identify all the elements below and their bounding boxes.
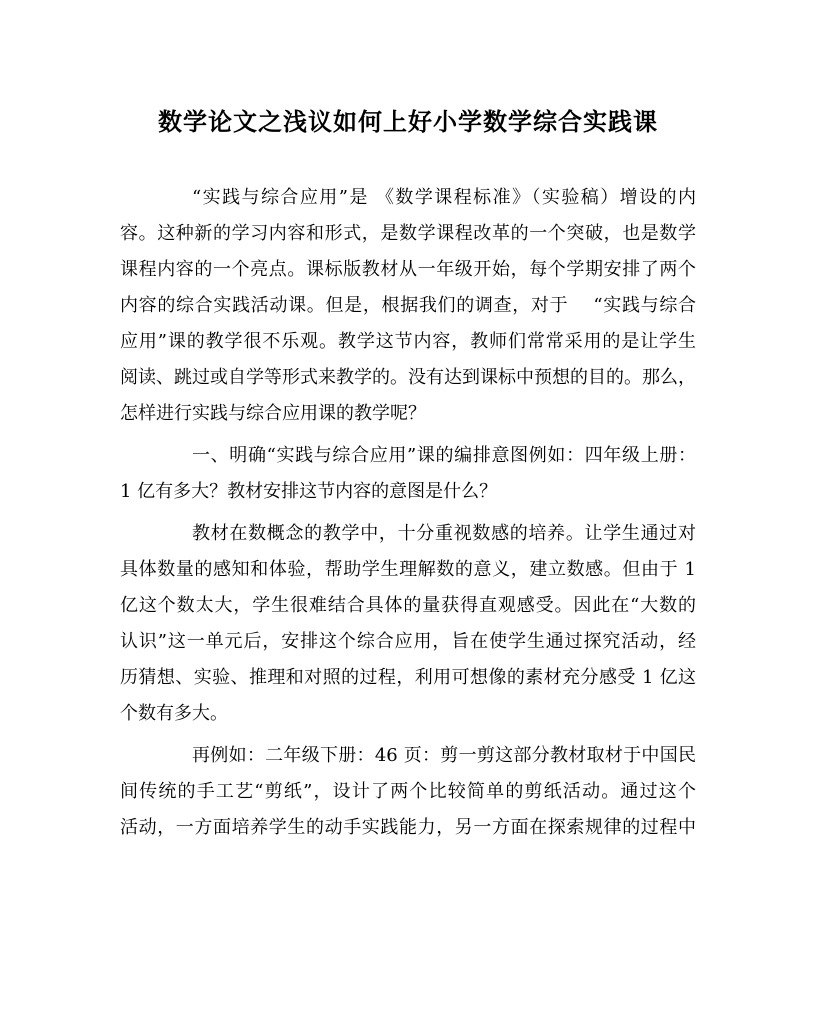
text-line: 课程内容的一个亮点。课标版教材从一年级开始，每个学期安排了两个: [120, 259, 696, 280]
text-line: 怎样进行实践与综合应用课的教学呢？: [120, 403, 426, 424]
paragraph: [120, 180, 696, 432]
text-line: 具体数量的感知和体验，帮助学生理解数的意义，建立数感。但由于 1: [120, 559, 696, 580]
text-line: 历猜想、实验、推理和对照的过程，利用可想像的素材充分感受 1 亿这: [120, 667, 696, 688]
text-line: 亿这个数太大，学生很难结合具体的量获得直观感受。因此在“大数的: [120, 595, 696, 616]
text-line: 一、明确“实践与综合应用”课的编排意图例如：四年级上册：: [192, 445, 696, 466]
paragraph: [120, 516, 696, 732]
text-line: 教材在数概念的教学中，十分重视数感的培养。让学生通过对: [192, 523, 696, 544]
text-line: 容。这种新的学习内容和形式，是数学课程改革的一个突破，也是数学: [120, 223, 696, 244]
document-title: 数学论文之浅议如何上好小学数学综合实践课: [158, 107, 658, 136]
text-line: 活动，一方面培养学生的动手实践能力，另一方面在探索规律的过程中: [120, 817, 696, 838]
text-line: 再例如：二年级下册：46 页：剪一剪这部分教材取材于中国民: [192, 745, 696, 766]
text-line: 个数有多大。: [120, 703, 228, 724]
text-line: 认识”这一单元后，安排这个综合应用，旨在使学生通过探究活动，经: [120, 631, 696, 652]
text-line: 应用”课的教学很不乐观。教学这节内容，教师们常常采用的是让学生: [120, 331, 696, 352]
paragraph: [120, 438, 696, 510]
text-line: 1 亿有多大？教材安排这节内容的意图是什么？: [120, 481, 498, 502]
text-line: “实践与综合应用”是 《数学课程标准》（实验稿）增设的内: [192, 187, 696, 208]
paragraph: [120, 738, 696, 846]
text-line: 阅读、跳过或自学等形式来教学的。没有达到课标中预想的目的。那么，: [120, 367, 696, 388]
text-line: 间传统的手工艺“剪纸”，设计了两个比较简单的剪纸活动。通过这个: [120, 781, 696, 802]
document-body: [120, 180, 696, 846]
text-line: 内容的综合实践活动课。但是，根据我们的调查，对于 “实践与综合: [120, 295, 696, 316]
